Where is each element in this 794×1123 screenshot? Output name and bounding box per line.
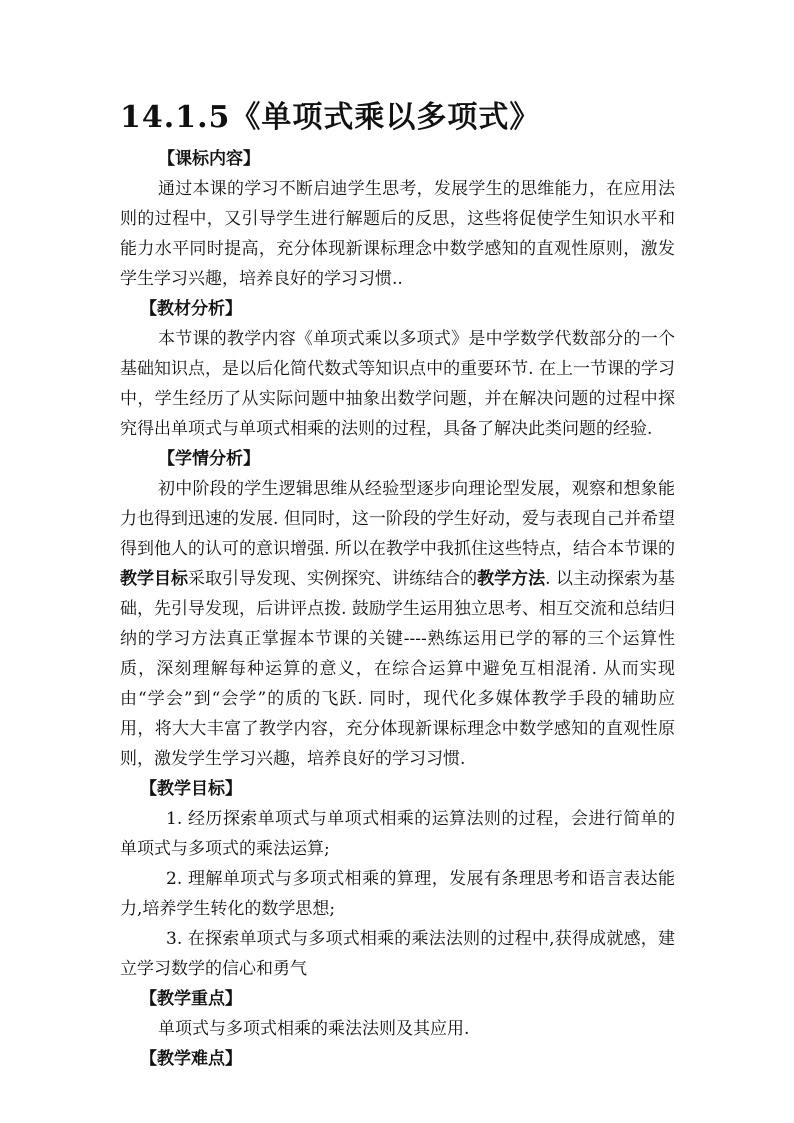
section-body-curriculum: 通过本课的学习不断启迪学生思考，发展学生的思维能力，在应用法则的过程中，又引导学生进行解题后的反思，这些将促使学生知识水平和能力水平同时提高，充分体现新课标理念中数学感知的直观性原则，激发学生学习兴趣，培养良好的学习习惯..	[120, 179, 675, 289]
students-text-c: . 以主动探索为基础，先引导发现，后讲评点拨. 鼓励学生运用独立思考、相互交流和总结归纳的学习方法真正掌握本节课的关键----熟练运用已学的幂的三个运算性质，深刻理解每种运算的意义，在综合运算中避免互相混淆. 从而实现由“学会”到“会学”的质的飞跃. 同时，现代化多媒体教学手段的辅助应用，将大大丰富了教学内容，充分体现新课标理念中数学感知的直观性原则，激发学生学习兴趣，培养良好的学习习惯.	[120, 569, 676, 769]
students-text-b: 采取引导发现、实例探究、讲练结合的	[188, 569, 478, 589]
section-body-students	[120, 474, 675, 774]
section-heading-difficulties: 【教学难点】	[140, 1049, 242, 1069]
section-students	[120, 444, 675, 774]
emphasis-teaching-methods: 教学方法	[477, 569, 546, 589]
emphasis-teaching-goals: 教学目标	[120, 569, 189, 589]
objective-item-2: 2. 理解单项式与多项式相乘的算理，发展有条理思考和语言表达能力,培养学生转化的数学思想;	[120, 869, 675, 919]
section-heading-material: 【教材分析】	[140, 299, 242, 319]
document-page	[120, 98, 675, 1074]
section-heading-keypoints: 【教学重点】	[140, 989, 242, 1009]
section-body-material: 本节课的教学内容《单项式乘以多项式》是中学数学代数部分的一个基础知识点，是以后化简代数式等知识点中的重要环节. 在上一节课的学习中，学生经历了从实际问题中抽象出数学问题，并在解决问题的过程中探究得出单项式与单项式相乘的法则的过程，具备了解决此类问题的经验.	[120, 329, 675, 439]
section-heading-students: 【学情分析】	[158, 449, 260, 469]
section-material	[120, 294, 675, 444]
section-keypoints	[120, 984, 675, 1044]
section-curriculum	[120, 144, 675, 294]
objective-item-3: 3. 在探索单项式与多项式相乘的乘法法则的过程中,获得成就感，建立学习数学的信心和勇气	[120, 929, 675, 979]
section-objectives	[120, 774, 675, 984]
section-heading-objectives: 【教学目标】	[140, 779, 242, 799]
section-difficulties	[120, 1044, 675, 1074]
page-title: 14.1.5《单项式乘以多项式》	[120, 100, 541, 135]
objective-item-1: 1. 经历探索单项式与单项式相乘的运算法则的过程，会进行简单的单项式与多项式的乘法运算;	[120, 809, 675, 859]
section-heading-curriculum: 【课标内容】	[158, 149, 260, 169]
section-body-keypoints: 单项式与多项式相乘的乘法法则及其应用.	[158, 1019, 470, 1039]
students-text-a: 初中阶段的学生逻辑思维从经验型逐步向理论型发展，观察和想象能力也得到迅速的发展. 但同时，这一阶段的学生好动，爱与表现自己并希望得到他人的认可的意识增强. 所以在教学中我抓住这些特点，结合本节课的	[120, 479, 675, 559]
